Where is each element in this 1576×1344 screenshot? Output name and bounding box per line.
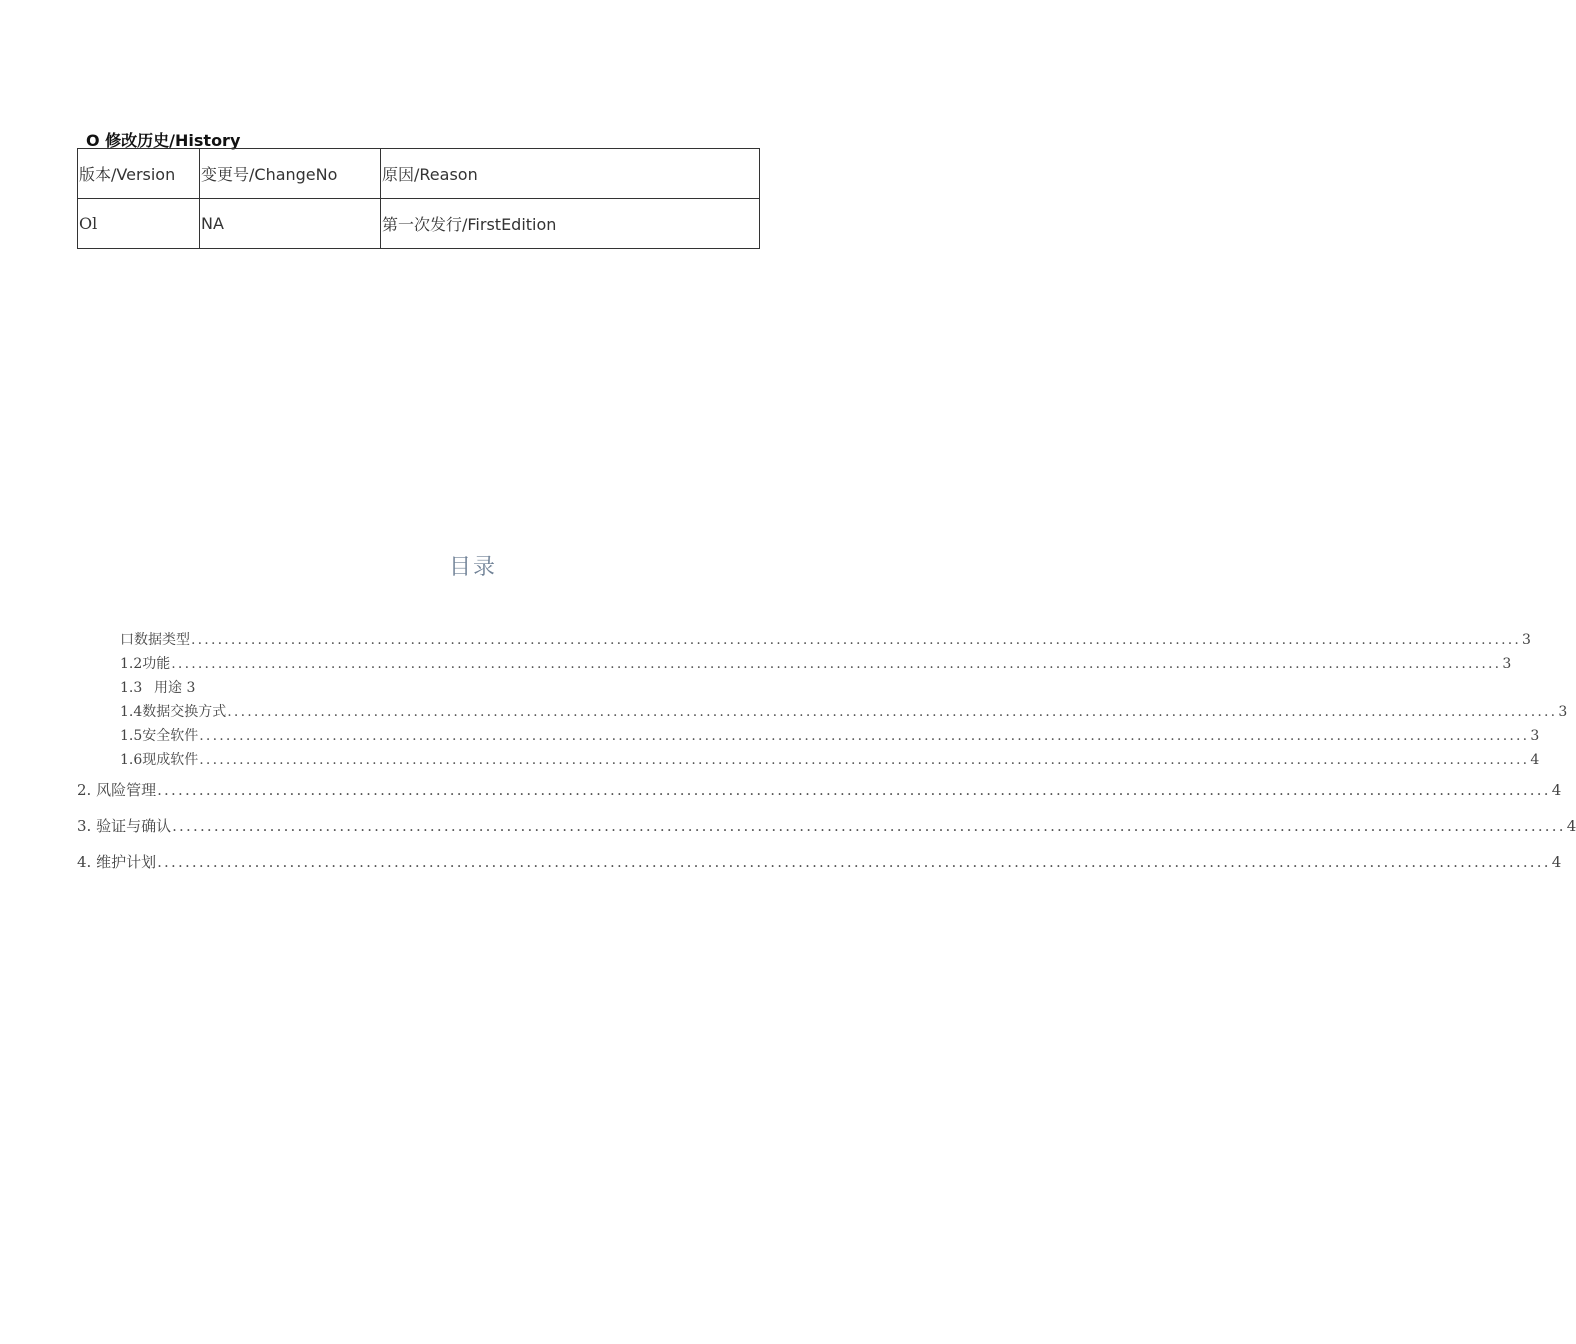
toc-entry-page: 4 <box>1551 853 1562 871</box>
cell-change-no: NA <box>200 199 381 249</box>
history-header-row <box>78 149 760 199</box>
toc-entry-number: 4 <box>77 853 87 871</box>
history-title: O 修改历史/History <box>86 131 241 150</box>
toc-entry-label: . 验证与确认 <box>86 817 172 835</box>
toc-entry-risk-management[interactable] <box>77 779 1562 800</box>
toc-entry-data-exchange[interactable] <box>120 701 1568 721</box>
toc-leader-dots: ........................................................................................................................................................................................................ <box>199 728 1530 744</box>
toc-entry-ots-software[interactable] <box>120 749 1540 769</box>
toc-entry-label: 功能 <box>142 656 171 672</box>
cell-version: Ol <box>78 199 200 249</box>
toc-leader-dots: ........................................................................................................................................................................................................ <box>157 781 1551 799</box>
header-version: 版本/Version <box>78 149 200 199</box>
toc-entry-number: 1.3 <box>120 680 143 696</box>
toc-leader-dots: ........................................................................................................................................................................................................ <box>227 704 1558 720</box>
toc-leader-dots: ........................................................................................................................................................................................................ <box>172 817 1566 835</box>
toc-entry-page: 3 <box>1502 656 1512 672</box>
toc-entry-label: 现成软件 <box>142 752 199 768</box>
toc-leader-dots: ........................................................................................................................................................................................................ <box>171 656 1502 672</box>
toc-entry-security-software[interactable] <box>120 725 1540 745</box>
toc-entry-label: . 风险管理 <box>86 781 157 799</box>
toc-entry-page: 3 <box>1530 728 1540 744</box>
toc-entry-function[interactable] <box>120 653 1512 673</box>
toc-entry-label: 口数据类型 <box>120 632 190 648</box>
toc-leader-dots: ........................................................................................................................................................................................................ <box>199 752 1530 768</box>
cell-reason: 第一次发行/FirstEdition <box>381 199 760 249</box>
toc-entry-number: 3 <box>77 817 87 835</box>
header-reason: 原因/Reason <box>381 149 760 199</box>
toc-entry-label: 数据交换方式 <box>142 704 227 720</box>
header-change-no: 变更号/ChangeNo <box>200 149 381 199</box>
toc-entry-label: 安全软件 <box>142 728 199 744</box>
toc-entry-number: 2 <box>77 781 87 799</box>
toc-title: 目录 <box>448 555 497 580</box>
toc-leader-dots: ........................................................................................................................................................................................................ <box>191 632 1522 648</box>
toc-entry-verification-validation[interactable] <box>77 815 1576 836</box>
toc-entry-page: 3 <box>1558 704 1568 720</box>
toc-entry-page: 4 <box>1551 781 1562 799</box>
toc-entry-label: 用途 3 <box>154 680 196 696</box>
toc-entry-number: 1.2 <box>120 656 143 672</box>
toc-entry-data-types[interactable] <box>120 629 1531 649</box>
toc-entry-page: 3 <box>1522 632 1531 648</box>
toc-entry-page: 4 <box>1566 817 1576 835</box>
toc-entry-number: 1.4 <box>120 704 143 720</box>
toc-entry-usage[interactable] <box>120 677 859 697</box>
toc-entry-page: 4 <box>1530 752 1540 768</box>
history-table <box>77 148 760 249</box>
toc-entry-label: . 维护计划 <box>86 853 157 871</box>
toc-entry-number: 1.5 <box>120 728 143 744</box>
table-row <box>78 199 760 249</box>
toc-entry-maintenance-plan[interactable] <box>77 851 1562 872</box>
toc-leader-dots: ........................................................................................................................................................................................................ <box>157 853 1551 871</box>
toc-entry-number: 1.6 <box>120 752 143 768</box>
